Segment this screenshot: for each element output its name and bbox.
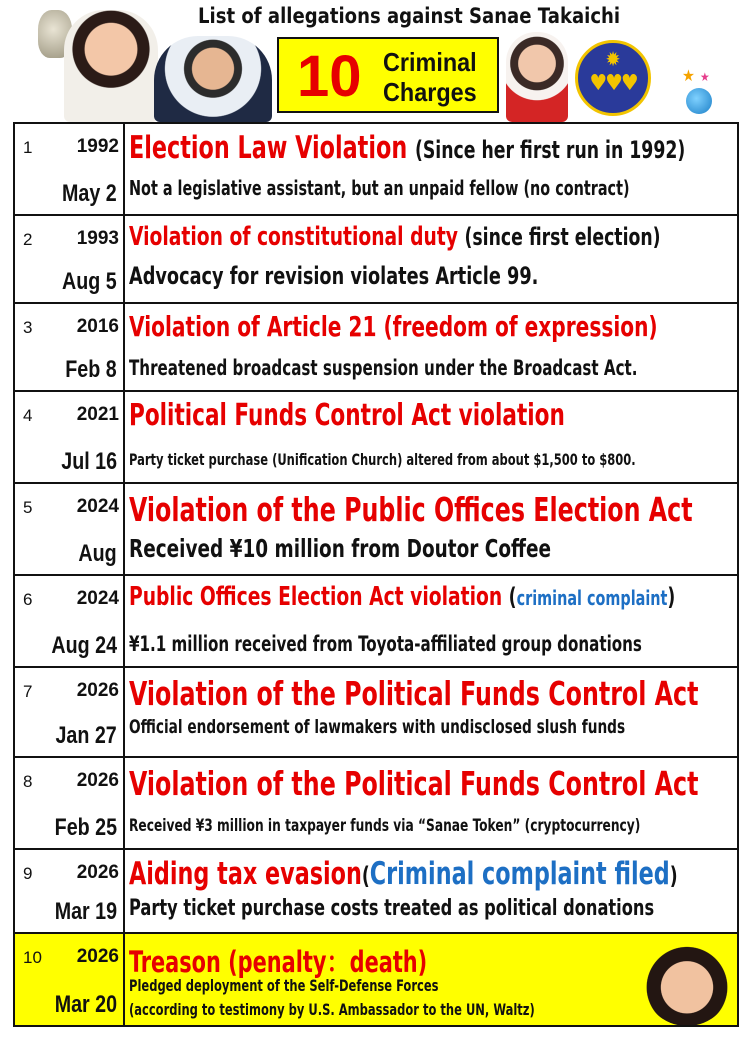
row-number: 9 <box>23 864 33 883</box>
year: 2026 <box>76 862 119 883</box>
year: 1992 <box>76 136 119 157</box>
table-row <box>15 758 737 850</box>
date-cell <box>45 576 125 666</box>
row-number: 3 <box>23 318 33 337</box>
man-photo <box>154 36 272 122</box>
headline-segment: Violation of constitutional duty <box>129 222 465 252</box>
date-cell <box>45 392 125 482</box>
allegation-headline <box>129 398 565 433</box>
allegation-detail-2: (according to testimony by U.S. Ambassador to the UN, Waltz) <box>129 1000 535 1019</box>
year: 2026 <box>76 680 119 701</box>
takaichi-face-photo <box>643 940 731 1025</box>
month-day: Aug <box>78 540 117 567</box>
allegation-cell <box>125 124 737 214</box>
date-cell <box>45 758 125 848</box>
allegation-cell <box>125 484 737 574</box>
table-row <box>15 392 737 484</box>
row-number: 6 <box>23 590 33 609</box>
charges-count: 10 <box>297 44 362 109</box>
charges-count-box <box>277 37 499 113</box>
allegation-detail: Received ¥10 million from Doutor Coffee <box>129 534 551 563</box>
year: 2024 <box>76 588 119 609</box>
table-row <box>15 304 737 392</box>
allegation-headline <box>129 310 658 343</box>
globe-logo <box>682 66 718 116</box>
headline-segment: Public Offices Election Act violation <box>129 582 509 612</box>
year: 1993 <box>76 228 119 249</box>
row-number-cell <box>15 304 45 390</box>
allegation-detail: ¥1.1 million received from Toyota-affiliated group donations <box>129 632 642 656</box>
star-icon: ★ <box>682 66 695 85</box>
headline-segment: (Since her first run in 1992) <box>414 136 686 164</box>
year: 2016 <box>76 316 119 337</box>
table-row <box>15 850 737 934</box>
allegation-detail: Received ¥3 million in taxpayer funds via “Sanae Token” (cryptocurrency) <box>129 816 641 836</box>
allegation-cell <box>125 304 737 390</box>
headline-segment: ( <box>361 862 370 890</box>
woman-photo <box>506 32 568 122</box>
takaichi-photo <box>64 10 158 122</box>
month-day: Feb 25 <box>54 814 117 841</box>
month-day: Mar 20 <box>54 991 117 1018</box>
allegation-detail: Threatened broadcast suspension under the Broadcast Act. <box>129 356 638 380</box>
headline-segment: Violation of the Political Funds Control Act <box>129 764 699 803</box>
globe-icon <box>686 88 712 114</box>
church-logo <box>575 40 651 116</box>
year: 2026 <box>76 946 119 967</box>
row-number-cell <box>15 934 45 1025</box>
allegation-cell <box>125 216 737 302</box>
headline-segment: Violation of Article 21 (freedom of expression) <box>129 310 658 343</box>
month-day: May 2 <box>62 180 117 207</box>
allegation-cell <box>125 668 737 756</box>
allegation-cell <box>125 934 737 1025</box>
allegation-detail: Official endorsement of lawmakers with undisclosed slush funds <box>129 716 626 738</box>
row-number-cell <box>15 124 45 214</box>
headline-segment: ) <box>669 862 678 890</box>
row-number: 8 <box>23 772 33 791</box>
allegation-headline <box>129 490 693 529</box>
headline-segment: Political Funds Control Act violation <box>129 398 565 433</box>
allegation-headline <box>129 940 427 981</box>
allegation-headline <box>129 222 661 252</box>
allegation-cell <box>125 850 737 932</box>
headline-segment: (since first election) <box>464 223 661 251</box>
headline-segment: ) <box>667 583 676 611</box>
date-cell <box>45 304 125 390</box>
allegation-detail: Party ticket purchase (Unification Church) altered from about $1,500 to $800. <box>129 450 636 469</box>
row-number-cell <box>15 850 45 932</box>
headline-segment: criminal complaint <box>516 586 668 610</box>
table-row <box>15 934 737 1025</box>
allegation-headline <box>129 856 678 892</box>
month-day: Jul 16 <box>61 448 117 475</box>
family-icon: ♥♥♥ <box>589 71 637 96</box>
headline-segment: Election Law Violation <box>129 130 415 166</box>
allegation-headline <box>129 674 698 713</box>
month-day: Mar 19 <box>54 898 117 925</box>
table-row <box>15 576 737 668</box>
row-number: 4 <box>23 406 33 425</box>
row-number-cell <box>15 484 45 574</box>
allegation-detail: Party ticket purchase costs treated as political donations <box>129 896 655 921</box>
date-cell <box>45 216 125 302</box>
allegation-detail: Pledged deployment of the Self-Defense Forces <box>129 976 439 995</box>
headline-segment: Criminal complaint filed <box>369 856 670 892</box>
allegation-headline <box>129 764 698 803</box>
headline-segment: Violation of the Public Offices Election Act <box>129 490 693 529</box>
date-cell <box>45 934 125 1025</box>
row-number: 10 <box>23 948 42 967</box>
year: 2026 <box>76 770 119 791</box>
table-row <box>15 124 737 216</box>
page-title: List of allegations against Sanae Takaichi <box>198 4 621 28</box>
date-cell <box>45 484 125 574</box>
month-day: Jan 27 <box>55 722 117 749</box>
date-cell <box>45 124 125 214</box>
sun-icon: ✹ <box>605 47 621 71</box>
row-number: 1 <box>23 138 33 157</box>
row-number: 2 <box>23 230 33 249</box>
row-number-cell <box>15 392 45 482</box>
row-number-cell <box>15 576 45 666</box>
date-cell <box>45 668 125 756</box>
headline-segment: ( <box>508 583 517 611</box>
month-day: Aug 24 <box>51 632 117 659</box>
allegation-detail: Not a legislative assistant, but an unpaid fellow (no contract) <box>129 176 630 200</box>
star-icon: ★ <box>700 70 710 84</box>
row-number-cell <box>15 758 45 848</box>
headline-segment: Treason (penalty：death) <box>129 945 428 979</box>
row-number-cell <box>15 216 45 302</box>
table-row <box>15 668 737 758</box>
year: 2024 <box>76 496 119 517</box>
row-number: 5 <box>23 498 33 517</box>
allegation-headline <box>129 582 675 612</box>
allegation-detail: Advocacy for revision violates Article 99. <box>129 262 539 290</box>
allegations-table <box>13 122 739 1027</box>
date-cell <box>45 850 125 932</box>
allegation-cell <box>125 392 737 482</box>
header <box>0 0 753 122</box>
headline-segment: Aiding tax evasion <box>129 856 362 892</box>
row-number: 7 <box>23 682 33 701</box>
allegation-cell <box>125 576 737 666</box>
year: 2021 <box>76 404 119 425</box>
month-day: Aug 5 <box>62 268 117 295</box>
month-day: Feb 8 <box>65 356 117 383</box>
headline-segment: Violation of the Political Funds Control Act <box>129 674 699 713</box>
allegation-cell <box>125 758 737 848</box>
table-row <box>15 216 737 304</box>
charges-label: Criminal Charges <box>383 47 477 107</box>
allegation-headline <box>129 130 685 166</box>
row-number-cell <box>15 668 45 756</box>
table-row <box>15 484 737 576</box>
